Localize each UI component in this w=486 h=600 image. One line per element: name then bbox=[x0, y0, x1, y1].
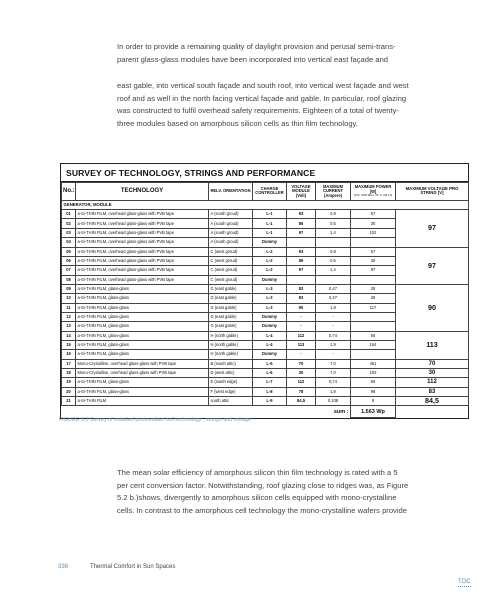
row-number: 21 bbox=[62, 397, 76, 406]
text-line: three modules based on amorphous silicon cells as thin film technology. bbox=[117, 118, 358, 128]
text-line: cells. In contrast to the amorphous cell technology the mono-crystalline wafers provide bbox=[117, 505, 407, 515]
table-row bbox=[62, 397, 469, 406]
toc-link[interactable]: TOC bbox=[458, 579, 471, 585]
row-orientation: C (west groud) bbox=[209, 275, 253, 284]
row-controller: L-1 bbox=[253, 219, 287, 228]
row-technology: a-Si-THIN FILM, glass-glass bbox=[76, 294, 209, 303]
row-technology: a-Si-THIN FILM, overhead glass-glass with PVB tape bbox=[76, 238, 209, 247]
row-current: 7,0 bbox=[316, 368, 351, 377]
row-number: 15 bbox=[62, 340, 76, 349]
row-number: 07 bbox=[62, 266, 76, 275]
row-number: 16 bbox=[62, 350, 76, 359]
row-power: 28 bbox=[351, 294, 396, 303]
row-orientation: A (south groud) bbox=[209, 228, 253, 237]
row-orientation: C (west groud) bbox=[209, 266, 253, 275]
row-technology: a-Si-THIN FILM, glass-glass bbox=[76, 312, 209, 321]
text-line: The mean solar efficiency of amorphous silicon thin film technology is rated with a 5 bbox=[117, 468, 398, 477]
sum-value: 1.563 Wp bbox=[351, 406, 396, 418]
row-voltage bbox=[287, 275, 316, 284]
row-max-voltage: 113 bbox=[396, 331, 469, 359]
text-line: east gable, into vertical south façade and south roof, into vertical west façade and west bbox=[117, 81, 409, 90]
row-current bbox=[316, 238, 351, 247]
header-orientation: RELV. ORIENTATION bbox=[209, 183, 253, 201]
header-max-voltage: MAXIMUM VOLTAGE PRO STRING [V] bbox=[396, 183, 469, 201]
row-controller: L-9 bbox=[253, 397, 287, 406]
row-controller: L-2 bbox=[253, 266, 287, 275]
paragraph-orientation bbox=[117, 80, 447, 130]
row-number: 09 bbox=[62, 284, 76, 293]
row-technology: a-Si-THIN FILM, glass-glass bbox=[76, 350, 209, 359]
row-number: 11 bbox=[62, 303, 76, 312]
header-power bbox=[351, 183, 396, 201]
row-current: 0,5 bbox=[316, 219, 351, 228]
table-row bbox=[62, 368, 469, 377]
row-number: 18 bbox=[62, 368, 76, 377]
row-voltage: 113 bbox=[287, 340, 316, 349]
row-orientation: G (east gable) bbox=[209, 322, 253, 331]
header-power-label: MAXIMUM POWER [W] bbox=[354, 184, 392, 194]
header-no: No.: bbox=[62, 183, 76, 201]
row-orientation: C (west groud) bbox=[209, 256, 253, 265]
row-power bbox=[351, 275, 396, 284]
row-voltage: 93 bbox=[287, 247, 316, 256]
row-max-voltage: 112 bbox=[396, 378, 469, 387]
row-current: 1,4 bbox=[316, 228, 351, 237]
header-voltage: VOLTAGE MODULE (Volt) bbox=[287, 183, 316, 201]
row-voltage: 97 bbox=[287, 228, 316, 237]
row-controller: Dummy bbox=[253, 322, 287, 331]
row-current: 0,47 bbox=[316, 294, 351, 303]
row-current: 1,9 bbox=[316, 387, 351, 396]
text-line: In order to provide a remaining quality of daylight provision and perusal semi-trans- bbox=[117, 42, 396, 51]
row-controller: L-1 bbox=[253, 210, 287, 219]
row-technology: a-Si-THIN FILM, overhead glass-glass with PVB tape bbox=[76, 228, 209, 237]
row-controller: L-4 bbox=[253, 340, 287, 349]
row-number: 08 bbox=[62, 275, 76, 284]
row-voltage: 30 bbox=[287, 368, 316, 377]
row-number: 05 bbox=[62, 247, 76, 256]
survey-grid bbox=[61, 182, 469, 418]
row-current: 0,5 bbox=[316, 256, 351, 265]
row-technology: a-Si-THIN FILM, glass-glass bbox=[76, 284, 209, 293]
paragraph-efficiency bbox=[117, 467, 447, 517]
row-current bbox=[316, 275, 351, 284]
row-technology: a-Si-THIN FILM, glass-glass bbox=[76, 340, 209, 349]
row-controller: L-8 bbox=[253, 387, 287, 396]
row-voltage: 70 bbox=[287, 359, 316, 368]
row-voltage: - bbox=[287, 312, 316, 321]
row-controller: L-3 bbox=[253, 294, 287, 303]
row-current: 0,74 bbox=[316, 378, 351, 387]
row-power: 97 bbox=[351, 266, 396, 275]
row-technology: Mono-Crystalline, overhead glass-glass with PVB tape bbox=[76, 359, 209, 368]
row-max-voltage: 84,5 bbox=[396, 397, 469, 406]
row-orientation: G (east gable) bbox=[209, 312, 253, 321]
survey-table bbox=[60, 163, 469, 419]
row-power bbox=[351, 322, 396, 331]
row-power: 164 bbox=[351, 340, 396, 349]
row-max-voltage: 97 bbox=[396, 247, 469, 284]
table-row bbox=[62, 247, 469, 256]
row-orientation: H (north gable) bbox=[209, 331, 253, 340]
row-controller: L-7 bbox=[253, 378, 287, 387]
row-max-voltage: 97 bbox=[396, 210, 469, 247]
row-voltage: 97 bbox=[287, 266, 316, 275]
row-number: 20 bbox=[62, 387, 76, 396]
row-orientation: A (south groud) bbox=[209, 238, 253, 247]
row-number: 04 bbox=[62, 238, 76, 247]
row-number: 06 bbox=[62, 256, 76, 265]
row-power: 102 bbox=[351, 228, 396, 237]
caption-text: Survey of installed photovoltaic cell technology , strings and voltage bbox=[88, 417, 252, 423]
row-orientation: A (south groud) bbox=[209, 210, 253, 219]
table-row bbox=[62, 387, 469, 396]
row-voltage: 83 bbox=[287, 284, 316, 293]
row-number: 01 bbox=[62, 210, 76, 219]
row-current: 0,47 bbox=[316, 284, 351, 293]
row-technology: a-Si-THIN FILM, overhead glass-glass with PVB tape bbox=[76, 219, 209, 228]
row-voltage: 112 bbox=[287, 378, 316, 387]
table-body bbox=[62, 200, 469, 418]
row-power: 30 bbox=[351, 219, 396, 228]
row-power bbox=[351, 238, 396, 247]
row-voltage: 78 bbox=[287, 387, 316, 396]
row-current: 7,0 bbox=[316, 359, 351, 368]
running-title: Thermal Comfort in Sun Spaces bbox=[90, 564, 176, 570]
row-power: 57 bbox=[351, 247, 396, 256]
row-max-voltage: 70 bbox=[396, 359, 469, 368]
row-current: - bbox=[316, 322, 351, 331]
row-max-voltage: 30 bbox=[396, 368, 469, 377]
row-controller: L-4 bbox=[253, 331, 287, 340]
table-row bbox=[62, 284, 469, 293]
text-line: per cent conversion factor. Notwithstanding, roof glazing close to ridges was, as Figure bbox=[117, 480, 409, 490]
row-current: - bbox=[316, 350, 351, 359]
row-controller: L-5 bbox=[253, 359, 287, 368]
row-current: - bbox=[316, 312, 351, 321]
row-controller: Dummy bbox=[253, 275, 287, 284]
row-orientation: D (west attic) bbox=[209, 368, 253, 377]
row-power: 30 bbox=[351, 256, 396, 265]
row-voltage: 84,5 bbox=[287, 397, 316, 406]
row-voltage: 93 bbox=[287, 210, 316, 219]
row-number: 13 bbox=[62, 322, 76, 331]
row-orientation: A (south groud) bbox=[209, 219, 253, 228]
row-power: 57 bbox=[351, 210, 396, 219]
row-technology: a-Si-THIN FILM, overhead glass-glass with PVB tape bbox=[76, 247, 209, 256]
group-label: GENERATOR, MODULE bbox=[62, 200, 469, 209]
row-voltage: 112 bbox=[287, 331, 316, 340]
row-orientation: H (north gable) bbox=[209, 340, 253, 349]
text-line: was constructed to fulfil overhead safety requirements. Eighteen of a total of twenty- bbox=[117, 106, 399, 116]
row-current: 1,4 bbox=[316, 266, 351, 275]
row-orientation: H (north gable) bbox=[209, 350, 253, 359]
row-number: 03 bbox=[62, 228, 76, 237]
row-number: 12 bbox=[62, 312, 76, 321]
sum-label: sum : bbox=[333, 409, 349, 416]
row-power bbox=[351, 312, 396, 321]
row-controller: L-2 bbox=[253, 247, 287, 256]
row-voltage bbox=[287, 238, 316, 247]
row-max-voltage: 90 bbox=[396, 284, 469, 331]
row-power: 193 bbox=[351, 368, 396, 377]
text-line: 5.2 b.)shows, divergently to amorphous silicon cells equipped with mono-crystalline bbox=[117, 493, 397, 503]
row-technology: a-Si-THIN FILM bbox=[76, 397, 209, 406]
figure-caption bbox=[59, 417, 251, 423]
table-row bbox=[62, 378, 469, 387]
row-technology: a-Si-THIN FILM, glass-glass bbox=[76, 331, 209, 340]
row-voltage: - bbox=[287, 350, 316, 359]
row-orientation: G (east gable) bbox=[209, 284, 253, 293]
row-orientation: G (east gable) bbox=[209, 303, 253, 312]
row-controller: Dummy bbox=[253, 238, 287, 247]
row-technology: a-Si-THIN FILM, overhead glass-glass with PVB tape bbox=[76, 266, 209, 275]
row-current: 0,9 bbox=[316, 210, 351, 219]
table-row bbox=[62, 331, 469, 340]
paragraph-intro bbox=[117, 41, 447, 66]
row-number: 14 bbox=[62, 331, 76, 340]
row-technology: a-Si-THIN FILM, overhead glass-glass with PVB tape bbox=[76, 256, 209, 265]
text-line: roof and as well in the north facing vertical façade and gable. In particular, roof glazing bbox=[117, 93, 407, 103]
row-voltage: 90 bbox=[287, 303, 316, 312]
row-orientation: south attic bbox=[209, 397, 253, 406]
header-controller: CHARGE CONTROLLER bbox=[253, 183, 287, 201]
row-orientation: B (south attic) bbox=[209, 359, 253, 368]
row-current: 1,9 bbox=[316, 340, 351, 349]
row-technology: a-Si-THIN FILM, glass-glass bbox=[76, 378, 209, 387]
row-power: 56 bbox=[351, 331, 396, 340]
table-title: SURVEY OF TECHNOLOGY, STRINGS AND PERFORMANCE bbox=[61, 164, 468, 182]
row-controller: L-2 bbox=[253, 256, 287, 265]
row-max-voltage: 83 bbox=[396, 387, 469, 396]
row-technology: a-Si-THIN FILM, glass-glass bbox=[76, 303, 209, 312]
row-voltage: 83 bbox=[287, 294, 316, 303]
header-technology: TECHNOLOGY bbox=[76, 183, 209, 201]
row-orientation: G (east gable) bbox=[209, 294, 253, 303]
row-power: 451 bbox=[351, 359, 396, 368]
row-power: 98 bbox=[351, 387, 396, 396]
row-power bbox=[351, 350, 396, 359]
row-number: 17 bbox=[62, 359, 76, 368]
row-current: 0,9 bbox=[316, 247, 351, 256]
row-orientation: C (west groud) bbox=[209, 247, 253, 256]
row-power: 117 bbox=[351, 303, 396, 312]
row-controller: Dummy bbox=[253, 350, 287, 359]
text-line: parent glass-glass modules have been incorporated into vertical east façade and bbox=[117, 54, 389, 64]
figure-number: FIGURE 5.3 bbox=[59, 417, 89, 423]
row-technology: Mono-Crystalline, overhead glass-glass with PVB tape bbox=[76, 368, 209, 377]
row-number: 19 bbox=[62, 378, 76, 387]
header-current: MAXIMUM CURRENT (Ampere) bbox=[316, 183, 351, 201]
page-number: 336 bbox=[58, 564, 69, 570]
row-technology: a-Si-THIN FILM, glass-glass bbox=[76, 322, 209, 331]
row-power: 9 bbox=[351, 397, 396, 406]
row-voltage: 86 bbox=[287, 219, 316, 228]
row-current: 1,9 bbox=[316, 303, 351, 312]
table-row bbox=[62, 210, 469, 219]
row-voltage: - bbox=[287, 322, 316, 331]
row-controller: L-3 bbox=[253, 303, 287, 312]
row-orientation: E (south edge) bbox=[209, 378, 253, 387]
row-voltage: 86 bbox=[287, 256, 316, 265]
row-power: 56 bbox=[351, 378, 396, 387]
row-controller: L-1 bbox=[253, 228, 287, 237]
row-controller: Dummy bbox=[253, 312, 287, 321]
header-power-sub: (STC: 1000 W/m², 25 °C, AM 1,5) bbox=[353, 194, 393, 198]
row-technology: a-Si-THIN FILM, glass-glass bbox=[76, 387, 209, 396]
row-number: 10 bbox=[62, 294, 76, 303]
row-controller: L-3 bbox=[253, 284, 287, 293]
row-number: 02 bbox=[62, 219, 76, 228]
row-orientation: F (west edge) bbox=[209, 387, 253, 396]
sum-tail bbox=[396, 406, 469, 418]
table-row bbox=[62, 359, 469, 368]
row-technology: a-Si-THIN FILM, overhead glass-glass with PVB tape bbox=[76, 275, 209, 284]
row-power: 28 bbox=[351, 284, 396, 293]
row-controller: L-6 bbox=[253, 368, 287, 377]
row-current: 0,108 bbox=[316, 397, 351, 406]
row-technology: a-Si-THIN FILM, overhead glass-glass with PVB tape bbox=[76, 210, 209, 219]
row-current: 0,74 bbox=[316, 331, 351, 340]
